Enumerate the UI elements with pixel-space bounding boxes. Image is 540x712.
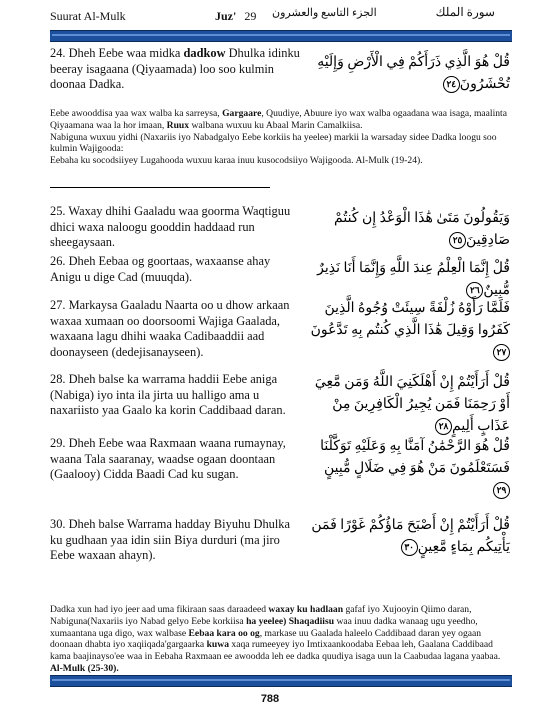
decorative-bottom-bar: [50, 675, 512, 687]
verse-24-arabic: [310, 52, 510, 96]
page-header: [0, 0, 540, 30]
juz-label: [215, 9, 256, 24]
verse-24-arabic-text: قُلْ هُوَ الَّذِي ذَرَأَكُمْ فِي الْأَرْضِ وَإِلَيْهِ تُحْشَرُونَ: [317, 55, 510, 92]
note2-i: xaqa rumeeyey iyo Imtixaankoodaba Eebaa leh, Gaalana Caddibaad kama baajinayso'ee waa in Eebaha Raxmaan ee awoodda leh ee dadka quudiya isaga uun la Caabudaa lagana yaabaa.: [50, 639, 501, 663]
verse-29-arabic-text: قُلْ هُوَ الرَّحْمَٰنُ آمَنَّا بِهِ وَعَلَيْهِ تَوَكَّلْنَا فَسَتَعْلَمُونَ مَنْ هُوَ فِي ضَلَالٍ مُّبِينٍ: [320, 439, 510, 476]
page-number: 788: [260, 693, 280, 705]
verse-26: [50, 254, 512, 298]
note2-g: , markase uu Gaalada haleelo Caddibaad daran yey ogaan doonaan dhabta iyo xaqiiqada'gargaarka: [50, 627, 482, 651]
note1-a: Eebe awooddisa yaa wax walba ka sarreysa,: [50, 108, 223, 119]
verse-24: [50, 46, 512, 96]
note2-a: Dadka xun had iyo jeer aad uma fikiraan saas daraadeed: [50, 604, 269, 615]
note1-e: walbana wuxuu ku Abaal Marin Camalkiisa.: [189, 119, 363, 131]
verse-26-arabic-text: قُلْ إِنَّمَا الْعِلْمُ عِندَ اللَّهِ وَإِنَّمَا أَنَا نَذِيرٌ مُّبِينٌ: [317, 261, 510, 298]
note2-f: Eebaa kara oo og: [188, 627, 260, 639]
surah-title: Suurat Al-Mulk: [50, 9, 126, 23]
verse-25-arabic-text: وَيَقُولُونَ مَتَىٰ هَٰذَا الْوَعْدُ إِن كُنتُمْ صَادِقِينَ: [334, 211, 510, 248]
commentary-note-1: [50, 108, 512, 167]
verse-number-marker: ٢٨: [435, 418, 452, 435]
verse-number-marker: ٢٤: [443, 76, 460, 93]
note2-j: Al-Mulk (25-30).: [50, 662, 119, 674]
verse-28-text: 28. Dheh balse ka warrama haddii Eebe aniga (Nabiga) iyo inta ila jirta uu halligo ama u naxariisto yaa Gaalo ka korin Caddibaad daran.: [50, 372, 286, 417]
verse-29: [50, 436, 512, 498]
note1-para-1: [50, 108, 512, 132]
verse-27-text: 27. Markaysa Gaaladu Naarta oo u dhow arkaan waxaa xumaan oo doorsoomi Wajiga Gaalada, waxaana lagu dhihi waaka Cadibaaddii aad doonayseen (dedejisanayseen).: [50, 298, 290, 359]
verse-30: [50, 517, 512, 579]
verse-number-marker: ٢٥: [449, 232, 466, 249]
note2-h: kuwa: [206, 639, 229, 651]
verse-25: [50, 204, 512, 252]
note2-c: gafaf iyo Xujooyin Qiimo daran, Nabiguna(Naxariis iyo Nabad gelyo Eebe korkiisa: [50, 604, 472, 627]
verse-24-text: [50, 46, 300, 93]
note1-b: Gargaare: [222, 108, 262, 119]
verse-28-arabic-text: قُلْ أَرَأَيْتُمْ إِنْ أَهْلَكَنِيَ اللَّهُ وَمَن مَّعِيَ أَوْ رَحِمَنَا فَمَن يُجِيرُ الْكَافِرِينَ مِنْ عَذَابٍ أَلِيمٍ: [314, 375, 510, 434]
note1-c: , Quudiye, Abuure iyo wax walba ogaadana waa isaga, maalinta Qiyaamana waa la hor imaan,: [50, 108, 507, 131]
verse-number-marker: ٣٠: [401, 539, 418, 556]
verse-27: [50, 298, 512, 364]
verse-26-arabic: [310, 258, 510, 302]
note1-para-3: Eebaha ku socodsiiyey Lugahooda wuxuu karaa inuu kusocodsiiyo Wajigooda. Al-Mulk (19-24).: [50, 155, 423, 167]
verse-29-arabic: [310, 436, 510, 502]
verse-30-arabic-text: قُلْ أَرَأَيْتُمْ إِنْ أَصْبَحَ مَاؤُكُمْ غَوْرًا فَمَن يَأْتِيكُم بِمَاءٍ مَّعِينٍ: [311, 518, 510, 555]
verse-27-arabic-text: فَلَمَّا رَأَوْهُ زُلْفَةً سِيئَتْ وُجُوهُ الَّذِينَ كَفَرُوا وَقِيلَ هَٰذَا الَّذِي كُنتُم بِهِ تَدَّعُونَ: [310, 301, 510, 338]
note1-para-2: Nabiguna wuxuu yidhi (Naxariis iyo Nabadgalyo Eebe korkiis ha yeelee) markii la warsaday sidee Dadka loogu soo kulmin Wajigooda:: [50, 131, 497, 155]
arabic-juz-title: الجزء التاسع والعشرون: [272, 7, 377, 19]
verse-number-marker: ٢٩: [493, 482, 510, 499]
decorative-top-bar: [50, 30, 512, 42]
verse-28-arabic: [310, 372, 510, 438]
verse-27-arabic: [310, 298, 510, 364]
verse-24-text-b: dadkow: [183, 46, 226, 60]
verse-25-arabic: [310, 208, 510, 252]
verse-26-text: 26. Dheh Eebaa og goortaas, waxaanse ahay Anigu u dige Cad (muuqda).: [50, 254, 271, 284]
verse-number-marker: ٢٦: [466, 282, 483, 299]
juz-number: 29: [244, 9, 257, 23]
verse-number-marker: ٢٧: [493, 344, 510, 361]
separator-rule: [50, 187, 270, 188]
verse-24-text-a: 24. Dheh Eebe waa midka: [50, 46, 184, 60]
note2-e: waa inuu dadka wanaag ugu yeedho, xumaantana uga digo, wax walbase: [50, 615, 478, 639]
arabic-surah-title: سورة الملك: [435, 5, 495, 19]
verse-30-arabic: [310, 515, 510, 559]
verse-24-text-c: Dhulka idinku beeray isagaana (Qiyaamada) loo soo kulmin doonaa Dadka.: [50, 46, 300, 91]
note1-d: Ruux: [166, 119, 190, 131]
verse-25-text: 25. Waxay dhihi Gaaladu waa goorma Waqtiguu dhici waxa naloogu gooddin haddaad run sheegaysaan.: [50, 204, 291, 249]
juz-text: Juz': [215, 9, 237, 23]
note2-b: waxay ku hadlaan: [268, 604, 344, 615]
verse-29-text: 29. Dheh Eebe waa Raxmaan waana rumaynay, waana Tala saaranay, waadse ogaan doontaan (Gaalooy) Cidda Baadi Cad ku sugan.: [50, 436, 286, 481]
verse-30-text: 30. Dheh balse Warrama hadday Biyuhu Dhulka ku gudhaan yaa idin siin Biya durduri (ma jiro Eebe waxaan ahayn).: [50, 517, 290, 562]
note2-d: ha yeelee) Shaqadiisu: [246, 615, 335, 627]
verse-28: [50, 372, 512, 434]
commentary-note-2: [50, 604, 512, 675]
